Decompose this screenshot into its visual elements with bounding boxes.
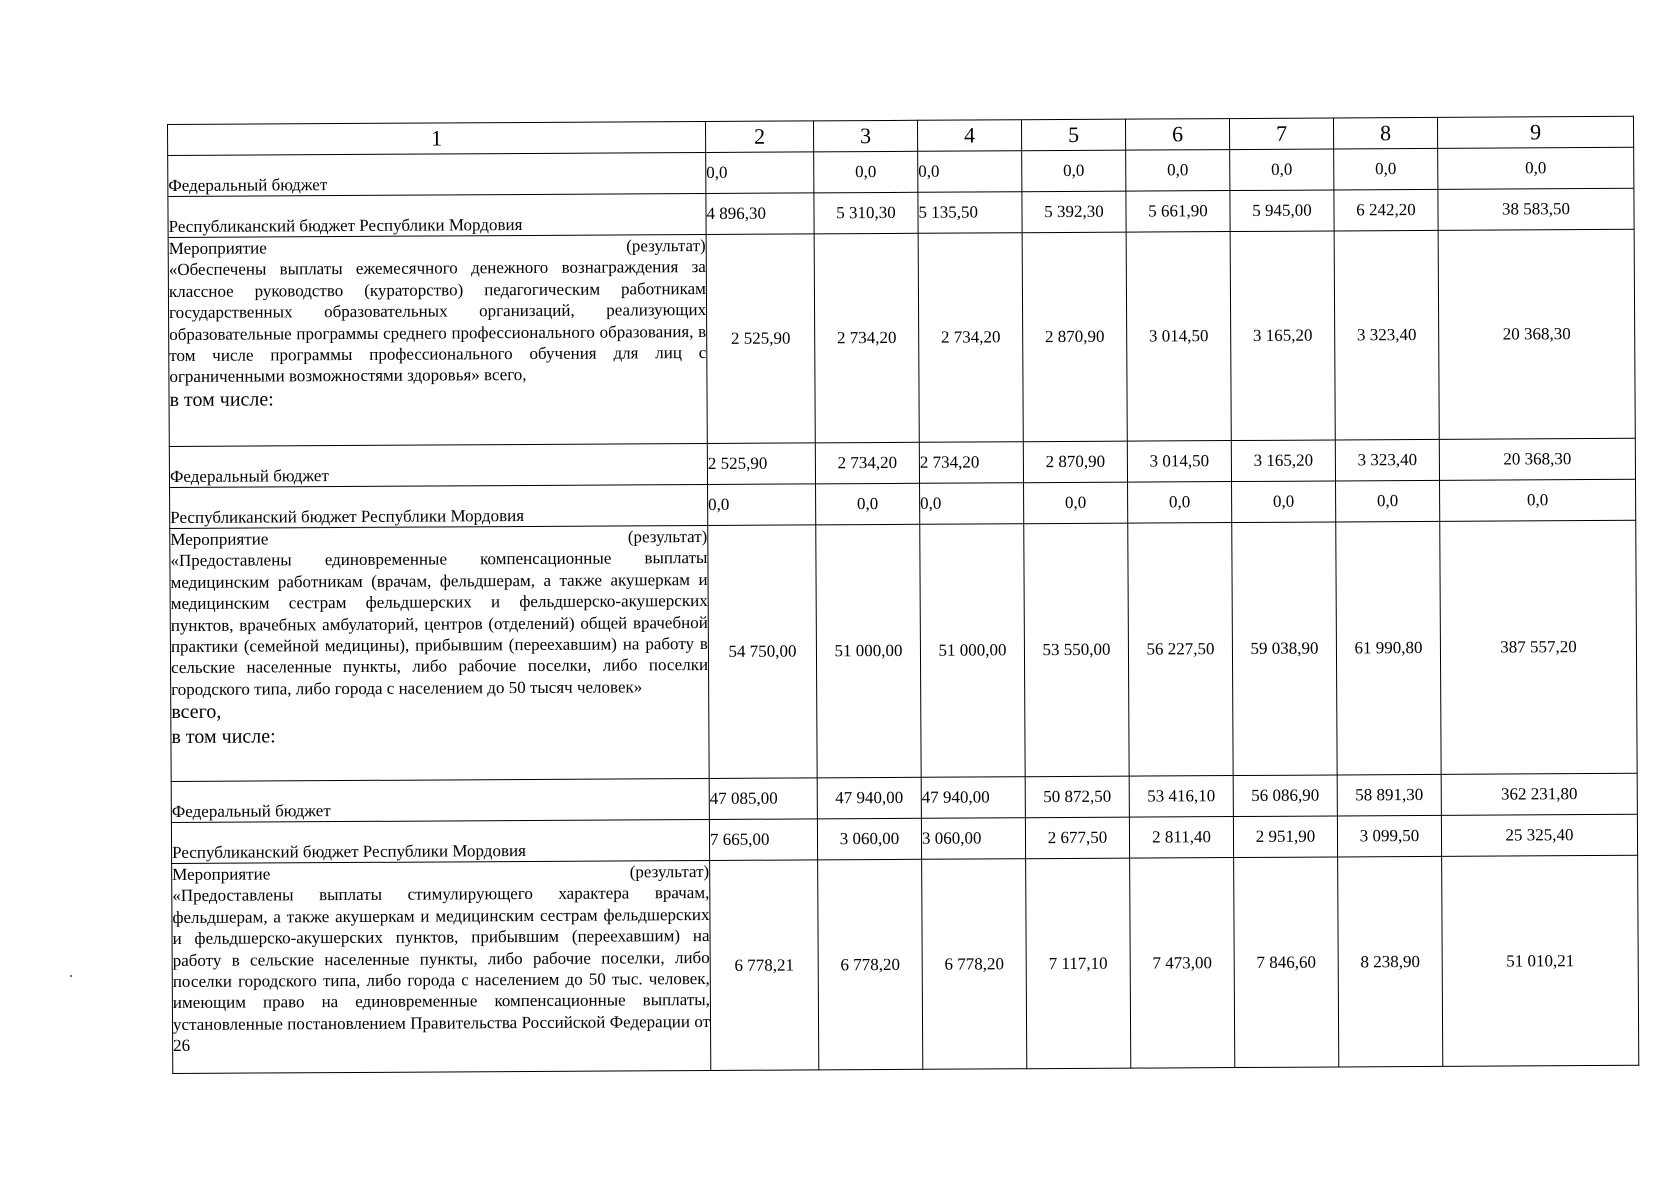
value-cell: 47 940,00	[921, 777, 1025, 819]
value-cell: 2 870,90	[1022, 232, 1127, 442]
event-heading-label: Мероприятие	[172, 864, 271, 884]
event-total-label: всего,	[171, 700, 222, 724]
value-cell: 51 000,00	[816, 524, 921, 778]
total-cell: 51 010,21	[1442, 855, 1639, 1066]
value-cell: 53 416,10	[1129, 776, 1233, 818]
total-cell: 0,0	[1440, 479, 1636, 521]
value-cell: 2 811,40	[1129, 817, 1233, 859]
value-cell: 3 014,50	[1127, 441, 1231, 483]
value-cell: 0,0	[816, 483, 920, 525]
event-row	[170, 520, 1637, 781]
value-cell: 7 846,60	[1234, 857, 1339, 1068]
value-cell: 2 734,20	[814, 233, 919, 443]
event-text: «Предоставлены выплаты стимулирующего характера врачам, фельдшерам, а также акушеркам и медицинским сестрам фельдшерских и фельдшерско-акушерских пунктов, прибывшим (переехавшим) на работу в сельские населенные пункты, либо рабочие поселки, либо поселки городского типа, либо города с населением до 50 тыс. человек, имеющим право на единовременные компенсационные выплаты, установленные постановлением Правительства Российской Федерации от 26	[172, 883, 711, 1056]
event-heading-result: (результат)	[629, 861, 710, 882]
value-cell: 0,0	[1126, 150, 1230, 192]
event-row	[168, 229, 1635, 446]
value-cell: 0,0	[1022, 150, 1126, 192]
value-cell: 7 473,00	[1130, 858, 1235, 1069]
value-cell: 6 778,20	[922, 859, 1027, 1070]
value-cell: 8 238,90	[1338, 856, 1443, 1067]
value-cell: 0,0	[1128, 482, 1232, 524]
row-name: Республиканский бюджет Республики Мордовия	[168, 193, 706, 237]
event-heading-label: Мероприятие	[168, 238, 267, 258]
value-cell: 7 665,00	[709, 819, 817, 861]
header-cell: 7	[1229, 118, 1333, 150]
event-heading-label: Мероприятие	[170, 529, 269, 549]
row-name: Федеральный бюджет	[168, 152, 706, 196]
value-cell: 0,0	[1334, 148, 1438, 190]
value-cell: 2 734,20	[815, 442, 919, 484]
value-cell: 56 086,90	[1233, 775, 1337, 817]
value-cell: 51 000,00	[920, 524, 1025, 778]
value-cell: 4 896,30	[706, 193, 814, 235]
event-heading	[169, 235, 706, 259]
value-cell: 0,0	[920, 483, 1024, 525]
value-cell: 2 525,90	[707, 443, 815, 485]
event-description	[168, 234, 707, 446]
value-cell: 56 227,50	[1128, 523, 1233, 777]
budget-table	[167, 116, 1639, 1075]
header-cell: 9	[1437, 116, 1633, 148]
header-cell: 3	[813, 120, 917, 152]
header-cell: 5	[1021, 119, 1125, 151]
value-cell: 7 117,10	[1026, 858, 1131, 1069]
event-heading	[172, 861, 709, 885]
value-cell: 47 940,00	[817, 777, 921, 819]
value-cell: 3 165,20	[1230, 231, 1335, 441]
header-cell: 8	[1333, 117, 1437, 149]
value-cell: 2 525,90	[706, 234, 815, 444]
value-cell: 59 038,90	[1232, 522, 1337, 776]
event-description	[170, 525, 709, 781]
header-cell: 6	[1125, 119, 1229, 151]
value-cell: 5 945,00	[1230, 190, 1334, 232]
event-heading-result: (результат)	[626, 235, 706, 256]
event-including-label: в том числе:	[171, 725, 276, 749]
total-cell: 20 368,30	[1438, 229, 1635, 439]
header-cell: 1	[168, 121, 706, 155]
value-cell: 0,0	[918, 151, 1022, 193]
value-cell: 58 891,30	[1337, 774, 1441, 816]
value-cell: 5 661,90	[1126, 191, 1230, 233]
value-cell: 3 014,50	[1126, 232, 1231, 442]
value-cell: 0,0	[814, 151, 918, 193]
total-cell: 387 557,20	[1440, 520, 1637, 774]
event-description	[172, 860, 711, 1073]
value-cell: 47 085,00	[709, 778, 817, 820]
value-cell: 0,0	[708, 484, 816, 526]
row-name: Республиканский бюджет Республики Мордовия	[171, 819, 709, 863]
value-cell: 5 392,30	[1022, 191, 1126, 233]
value-cell: 6 778,20	[818, 859, 923, 1070]
total-cell: 25 325,40	[1441, 814, 1637, 856]
table-body	[168, 147, 1639, 1074]
header-cell: 4	[917, 120, 1021, 152]
total-cell: 38 583,50	[1438, 188, 1634, 230]
value-cell: 2 734,20	[919, 442, 1023, 484]
value-cell: 3 165,20	[1231, 440, 1335, 482]
event-row	[172, 855, 1639, 1074]
scan-speck	[70, 975, 72, 977]
value-cell: 2 734,20	[918, 233, 1023, 443]
value-cell: 3 323,40	[1335, 439, 1439, 481]
row-name: Республиканский бюджет Республики Мордовия	[170, 484, 708, 528]
value-cell: 0,0	[1232, 481, 1336, 523]
event-including-label: в том числе:	[169, 388, 274, 411]
value-cell: 2 951,90	[1233, 816, 1337, 858]
header-cell: 2	[705, 121, 813, 153]
value-cell: 0,0	[1230, 149, 1334, 191]
value-cell: 3 060,00	[921, 818, 1025, 860]
value-cell: 53 550,00	[1024, 523, 1129, 777]
total-cell: 0,0	[1438, 147, 1634, 189]
event-text: «Предоставлены единовременные компенсационные выплаты медицинским работникам (врачам, фельдшерам, а также акушеркам и медицинским сестрам фельдшерских и фельдшерско-акушерских пунктов, врачебных амбулаторий, центров (отделений) общей врачебной практики (семейной медицины), прибывшим (переехавшим) на работу в сельские населенные пункты, либо рабочие поселки, либо поселки городского типа, либо города с населением до 50 тысяч человек»	[170, 548, 709, 699]
value-cell: 6 778,21	[710, 860, 819, 1071]
total-cell: 362 231,80	[1441, 773, 1637, 815]
value-cell: 2 677,50	[1025, 817, 1129, 859]
event-heading-result: (результат)	[627, 526, 708, 547]
value-cell: 54 750,00	[708, 525, 817, 779]
value-cell: 3 323,40	[1334, 230, 1439, 440]
value-cell: 61 990,80	[1336, 521, 1441, 775]
value-cell: 5 310,30	[814, 192, 918, 234]
value-cell: 6 242,20	[1334, 189, 1438, 231]
value-cell: 0,0	[1336, 480, 1440, 522]
row-name: Федеральный бюджет	[169, 443, 707, 487]
event-text: «Обеспечены выплаты ежемесячного денежного вознаграждения за классное руководство (кураторство) педагогическим работникам государственных образовательных организаций, реализующих образовательные программы среднего профессионального образования, в том числе программы профессионального обучения для лиц с ограниченными возможностями здоровья» всего,	[168, 257, 707, 387]
value-cell: 0,0	[706, 152, 814, 194]
row-name: Федеральный бюджет	[171, 778, 709, 822]
value-cell: 50 872,50	[1025, 776, 1129, 818]
event-heading	[170, 526, 707, 550]
value-cell: 5 135,50	[918, 192, 1022, 234]
value-cell: 0,0	[1024, 482, 1128, 524]
value-cell: 3 099,50	[1337, 815, 1441, 857]
total-cell: 20 368,30	[1439, 438, 1635, 480]
value-cell: 2 870,90	[1023, 441, 1127, 483]
value-cell: 3 060,00	[817, 818, 921, 860]
